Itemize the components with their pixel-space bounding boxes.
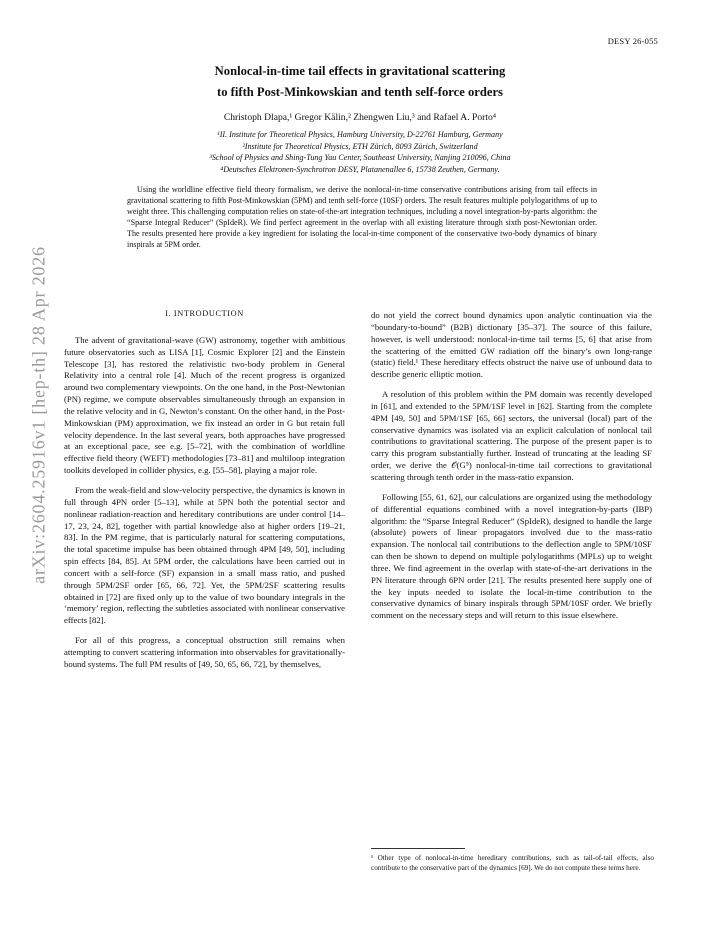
affiliations <box>60 129 660 175</box>
paragraph: A resolution of this problem within the PM domain was recently developed in [61], and extended to the 5PM/1SF level in [62]. Starting from the complete 4PM [49, 50] and 5PM/1SF [65, 66] sectors, the universal (local) part of the conservative dynamics was isolated via an explicit calculation of nonlocal tail contributions to gravitational scattering. The purpose of the present paper is to carry this program substantially further. Instead of truncating at the leading SF order, we derive the 𝒪(G⁵) nonlocal-in-time tail corrections to gravitational scattering through tenth order in the mass-ratio expansion. <box>371 389 652 482</box>
footnote: ¹ Other type of nonlocal-in-time hereditary contributions, such as tail-of-tail effects, also contribute to the conservative part of the dynamics [69]. We do not compute these terms here. <box>371 854 654 872</box>
arxiv-stamp-text: arXiv:2604.25916v1 [hep-th] 28 Apr 2026 <box>28 246 49 584</box>
title-line-1: Nonlocal-in-time tail effects in gravitational scattering <box>214 64 506 78</box>
affiliation: ²Institute for Theoretical Physics, ETH Zürich, 8093 Zürich, Switzerland <box>242 141 478 151</box>
footnote-divider <box>371 848 465 849</box>
affiliation: ¹II. Institute for Theoretical Physics, Hamburg University, D-22761 Hamburg, Germany <box>217 130 503 139</box>
paragraph: The advent of gravitational-wave (GW) astronomy, together with ambitious future observatories such as LISA [1], Cosmic Explorer [2] and the Einstein Telescope [3], has restored the relativistic two-body problem in General Relativity into a central role [4]. Much of the recent progress is organized around two complementary viewpoints. On the one hand, in the Post-Newtonian (PN) regime, we compute observables simultaneously through an expansion in the relative velocity and in G, Newton’s constant. On the other hand, in the Post-Minkowskian (PM) approximation, we fix instead an order in G but retain full velocity dependence. In the last several years, both approaches have progressed at an exceptional pace, see e.g. [5–72], with the combination of worldline effective field theory (WEFT) methodologies [73–81] and multiloop integration toolkits developed in collider physics, e.g. [55–58], playing a major role. <box>64 334 345 476</box>
affiliation: ³School of Physics and Shing-Tung Yau Center, Southeast University, Nanjing 210096, China <box>209 153 511 162</box>
paragraph: For all of this progress, a conceptual obstruction still remains when attempting to convert scattering information into observables for gravitationally-bound systems. The full PM results of [49, 50, 65, 66, 72], by themselves, <box>64 635 345 669</box>
paragraph: do not yield the correct bound dynamics upon analytic continuation via the “boundary-to-bound” (B2B) dictionary [35–37]. The source of this failure, however, is well understood: nonlocal-in-time tail terms [5, 6] that arise from the scattering of the emitted GW radiation off the binary’s own long-range (static) field.¹ These hereditary effects obstruct the naive use of unbound data to describe generic elliptic motion. <box>371 310 652 380</box>
arxiv-stamp <box>24 180 54 650</box>
abstract: Using the worldline effective field theory formalism, we derive the nonlocal-in-time conservative contributions arising from tail effects in gravitational scattering to fifth Post-Minkowskian (5PM) and tenth self-force (10SF) orders. The result features multiple polylogarithms of up to weight three. This challenging computation relies on state-of-the-art integration techniques, including a novel integration-by-parts algorithm: the “Sparse Integral Reducer” (SpIdeR). We find perfect agreement in the overlap with all existing literature through sixth post-Newtonian order. The results presented here provide a key ingredient for isolating the local-in-time component of the conservative two-body dynamics of binary inspirals at 5PM order. <box>127 185 597 250</box>
title-line-2: to fifth Post-Minkowskian and tenth self-force orders <box>217 85 503 99</box>
paragraph: From the weak-field and slow-velocity perspective, the dynamics is known in full through 4PN order [5–13], while at 5PN both the potential sector and nonlinear radiation-reaction and hereditary contributions are under control [14–17, 23, 24, 82], together with partial knowledge also at higher orders [19–21, 83]. In the PM regime, that is particularly natural for scattering computations, the total spacetime impulse has been obtained through 4PM [49, 50], including spin effects [84, 85]. At 5PM order, the calculations have been carried out in concert with a self-force (SF) expansion in a small mass ratio, and pushed through 5PM/2SF order [65, 66, 72]. Yet, the 5PM/2SF scattering results obtained in [72] are fixed only up to the value of two boundary integrals in the ‘memory’ region, reflecting the subtleties associated with nonlinear conservative effects [82]. <box>64 484 345 626</box>
author-list: Christoph Dlapa,¹ Gregor Kälin,² Zhengwen Liu,³ and Rafael A. Porto⁴ <box>223 112 497 123</box>
section-heading: I. INTRODUCTION <box>165 309 244 318</box>
left-column <box>64 308 345 679</box>
paragraph: Following [55, 61, 62], our calculations are organized using the methodology of differential equations combined with a novel integration-by-parts (IBP) algorithm: the “Sparse Integral Reducer” (SpIdeR), designed to handle the large (absolute) powers of linear propagators involved due to the mass-ratio expansion. The nonlocal tail contributions to the deflection angle to 5PM/10SF can then be shown to depend on multiple polylogarithms (MPLs) up to weight three. We find agreement in the overlap with state-of-the-art derivations in the PN literature through 6PN order [21]. The results presented here supply one of the key inputs needed to isolate the local-in-time contribution to the conservative dynamics of binary inspirals through 5PM/10SF order. We briefly comment on the necessary steps and will return to this issue elsewhere. <box>371 491 652 621</box>
affiliation: ⁴Deutsches Elektronen-Synchrotron DESY, Platanenallee 6, 15738 Zeuthen, Germany. <box>220 164 500 174</box>
paper-title <box>60 61 660 103</box>
preprint-number: DESY 26-055 <box>607 36 658 46</box>
right-column <box>371 310 652 630</box>
